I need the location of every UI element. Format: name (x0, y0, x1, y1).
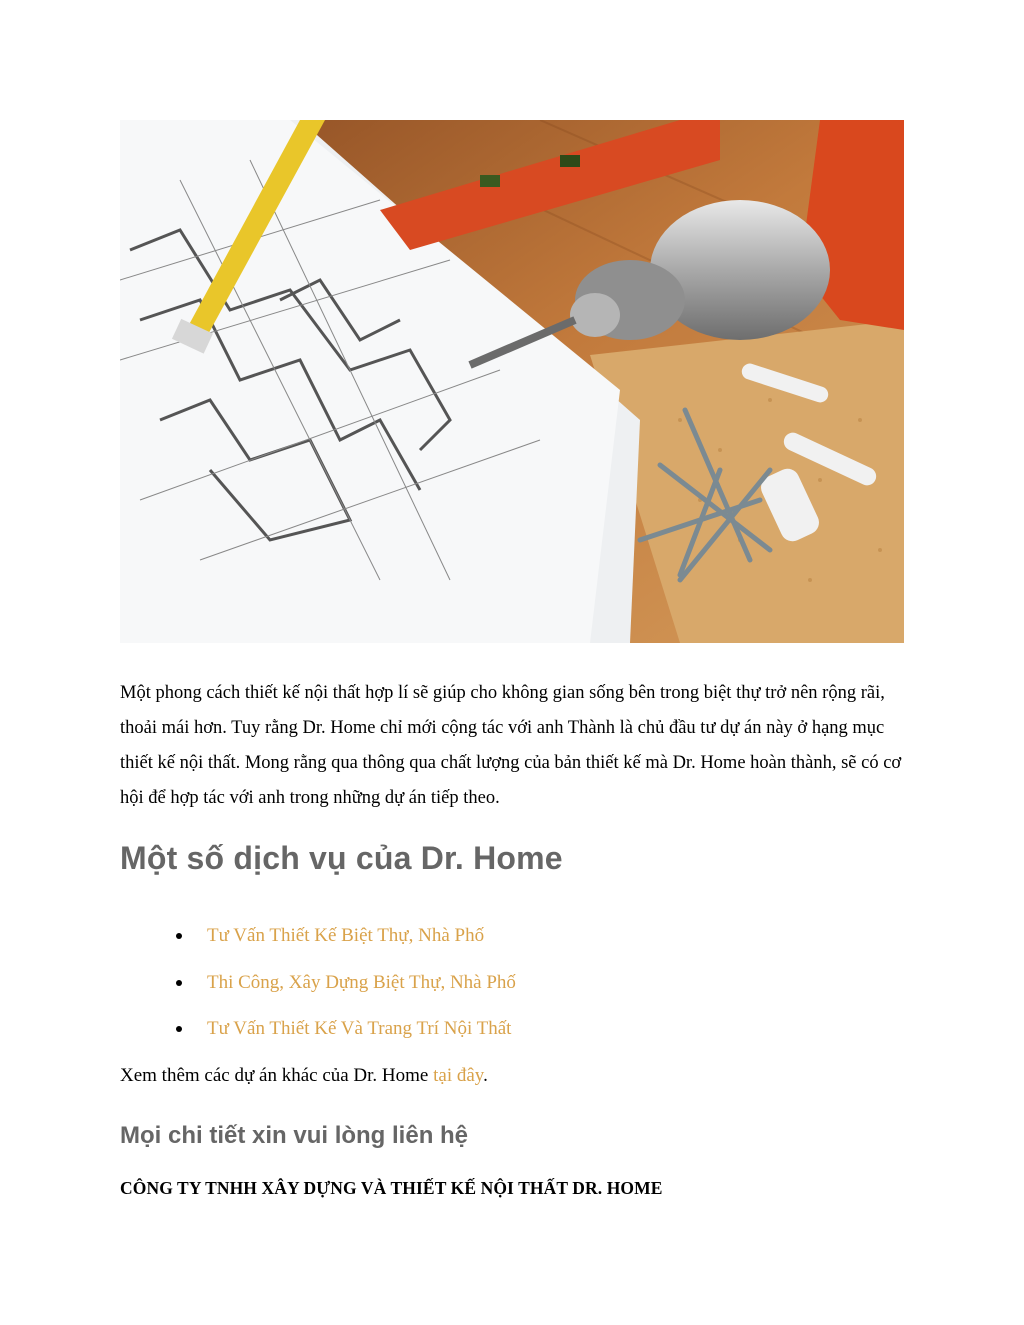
service-link-interior-design[interactable]: Tư Vấn Thiết Kế Và Trang Trí Nội Thất (207, 1018, 512, 1039)
services-heading: Một số dịch vụ của Dr. Home (120, 840, 563, 876)
see-more-text (120, 1062, 488, 1090)
list-item (120, 920, 820, 967)
construction-photo-icon (120, 120, 904, 643)
bullet-icon (176, 980, 182, 986)
bullet-icon (176, 933, 182, 939)
intro-paragraph: Một phong cách thiết kế nội thất hợp lí sẽ giúp cho không gian sống bên trong biệt thự trở nên rộng rãi, thoải mái hơn. Tuy rằng Dr. Home chỉ mới cộng tác với anh Thành là chủ đầu tư dự án này ở hạng mục thiết kế nội thất. Mong rằng qua thông qua chất lượng của bản thiết kế mà Dr. Home hoàn thành, sẽ có cơ hội để hợp tác với anh trong những dự án tiếp theo. (120, 683, 902, 808)
service-link-construction[interactable]: Thi Công, Xây Dựng Biệt Thự, Nhà Phố (207, 971, 516, 993)
see-more-suffix: . (483, 1065, 488, 1086)
blueprint-tools-photo (120, 120, 904, 643)
service-link-villa-design[interactable]: Tư Vấn Thiết Kế Biệt Thự, Nhà Phố (207, 925, 485, 946)
see-more-link[interactable]: tại đây (433, 1065, 484, 1086)
list-item (120, 967, 820, 1014)
see-more-label: Xem thêm các dự án khác của Dr. Home (120, 1065, 434, 1086)
list-item (120, 1013, 820, 1060)
services-list (120, 920, 820, 1060)
contact-heading: Mọi chi tiết xin vui lòng liên hệ (120, 1122, 469, 1149)
bullet-icon (176, 1026, 182, 1032)
company-name: CÔNG TY TNHH XÂY DỰNG VÀ THIẾT KẾ NỘI THẤT DR. HOME (120, 1178, 663, 1198)
